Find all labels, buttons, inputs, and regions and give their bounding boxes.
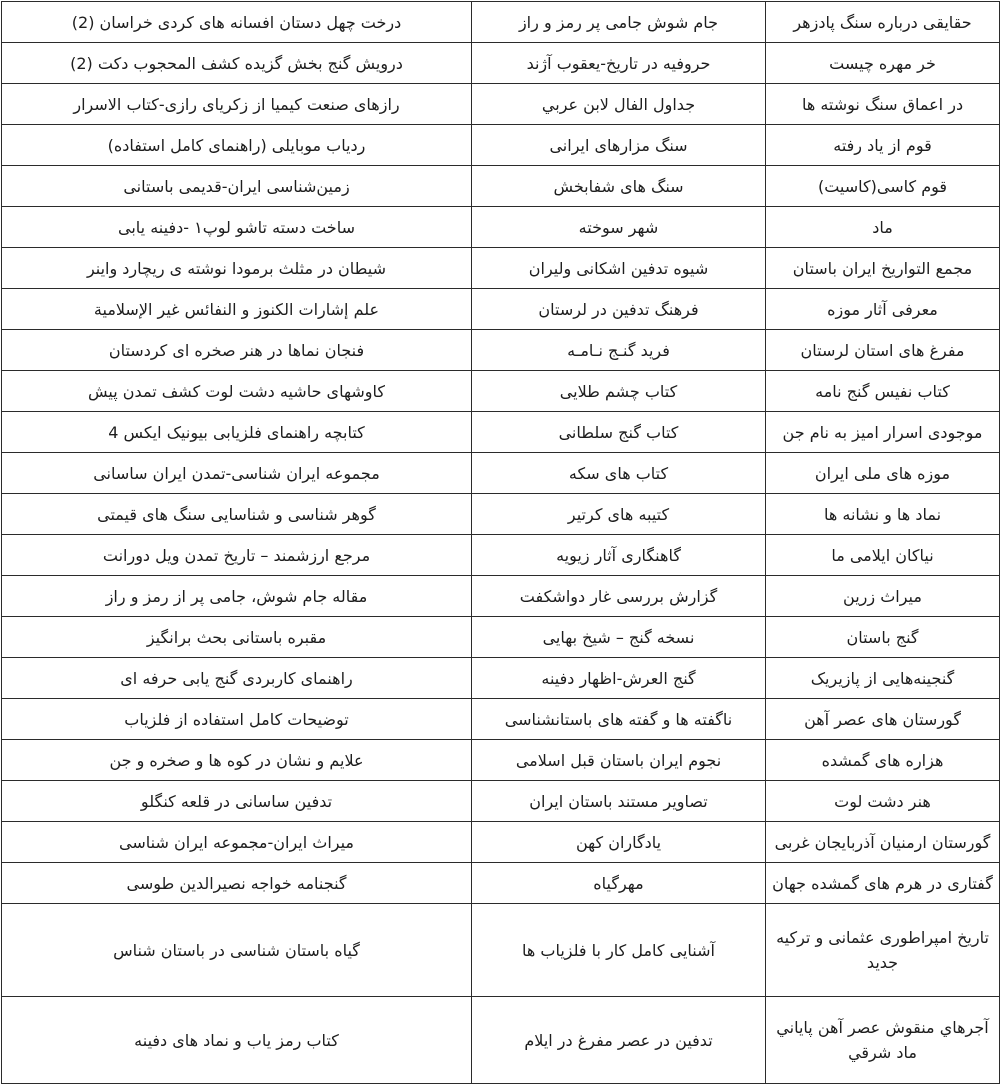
table-row bbox=[2, 43, 1000, 84]
table-cell: سنگ های شفابخش bbox=[472, 166, 766, 207]
table-row bbox=[2, 576, 1000, 617]
table-row bbox=[2, 412, 1000, 453]
table-cell: تدفین در عصر مفرغ در ایلام bbox=[472, 997, 766, 1084]
table-row bbox=[2, 699, 1000, 740]
table-cell: نماد ها و نشانه ها bbox=[766, 494, 1000, 535]
table-cell: ماد bbox=[766, 207, 1000, 248]
table-cell: نیاکان ایلامی ما bbox=[766, 535, 1000, 576]
table-cell: کتاب رمز یاب و نماد های دفینه bbox=[2, 997, 472, 1084]
table-cell: شهر سوخته bbox=[472, 207, 766, 248]
table-cell: گورستان های عصر آهن bbox=[766, 699, 1000, 740]
table-cell: تصاویر مستند باستان ایران bbox=[472, 781, 766, 822]
table-cell: نسخه گنج – شیخ بهایی bbox=[472, 617, 766, 658]
table-cell: گنجینه‌هایی از پازیریک bbox=[766, 658, 1000, 699]
table-cell: میراث ایران-مجموعه ایران شناسی bbox=[2, 822, 472, 863]
table-cell: گفتاری در هرم های گمشده جهان bbox=[766, 863, 1000, 904]
table-row bbox=[2, 904, 1000, 997]
table-cell: مجمع التواريخ ايران باستان bbox=[766, 248, 1000, 289]
table-cell: کتاب های سکه bbox=[472, 453, 766, 494]
table-cell: گیاه باستان شناسی در باستان شناس bbox=[2, 904, 472, 997]
table-row bbox=[2, 658, 1000, 699]
table-row bbox=[2, 822, 1000, 863]
table-row bbox=[2, 84, 1000, 125]
table-cell: گنج باستان bbox=[766, 617, 1000, 658]
table-cell: فرهنگ تدفین در لرستان bbox=[472, 289, 766, 330]
table-cell: تدفین ساسانی در قلعه کنگلو bbox=[2, 781, 472, 822]
table-cell: در اعماق سنگ نوشته ها bbox=[766, 84, 1000, 125]
table-cell: حقایقی درباره سنگ پادزهر bbox=[766, 2, 1000, 43]
table-row bbox=[2, 453, 1000, 494]
table-cell: هزاره های گمشده bbox=[766, 740, 1000, 781]
table-cell: ردیاب موبایلی (راهنمای کامل استفاده) bbox=[2, 125, 472, 166]
table-cell: کتیبه های کرتیر bbox=[472, 494, 766, 535]
table-cell: گنج العرش-اظهار دفینه bbox=[472, 658, 766, 699]
table-cell: شیطان در مثلث برمودا نوشته ی ریچارد واینر bbox=[2, 248, 472, 289]
table-cell: موزه های ملی ایران bbox=[766, 453, 1000, 494]
book-titles-table bbox=[1, 1, 1000, 1084]
table-cell: معرفی آثار موزه bbox=[766, 289, 1000, 330]
table-cell: خر مهره چیست bbox=[766, 43, 1000, 84]
table-cell: یادگاران کهن bbox=[472, 822, 766, 863]
table-row bbox=[2, 371, 1000, 412]
table-cell: جداول الفال لابن عربي bbox=[472, 84, 766, 125]
table-cell: نجوم ایران باستان قبل اسلامی bbox=[472, 740, 766, 781]
table-cell: ساخت دسته تاشو لوپ۱ -دفینه یابی bbox=[2, 207, 472, 248]
table-cell: فرید گنـج نـامـه bbox=[472, 330, 766, 371]
table-cell: سنگ مزارهای ایرانی bbox=[472, 125, 766, 166]
table-cell: کتاب چشم طلایی bbox=[472, 371, 766, 412]
table-body bbox=[2, 2, 1000, 1084]
table-row bbox=[2, 997, 1000, 1084]
table-cell: درویش گنج بخش گزیده کشف المحجوب دکت (2) bbox=[2, 43, 472, 84]
table-cell: توضیحات کامل استفاده از فلزیاب bbox=[2, 699, 472, 740]
table-cell: کتاب نفیس گنج نامه bbox=[766, 371, 1000, 412]
table-cell: زمین‌شناسی ایران-قدیمی باستانی bbox=[2, 166, 472, 207]
table-cell: ناگفته ها و گفته های باستانشناسی bbox=[472, 699, 766, 740]
table-cell: قوم کاسی(کاسیت) bbox=[766, 166, 1000, 207]
table-cell: آجرهاي منقوش عصر آهن پاياني ماد شرقي bbox=[766, 997, 1000, 1084]
table-cell: تاریخ امپراطوری عثمانی و ترکیه جدید bbox=[766, 904, 1000, 997]
table-cell: راهنمای کاربردی گنج یابی حرفه ای bbox=[2, 658, 472, 699]
table-row bbox=[2, 617, 1000, 658]
table-cell: حروفیه در تاریخ-یعقوب آژند bbox=[472, 43, 766, 84]
table-cell: هنر دشت لوت bbox=[766, 781, 1000, 822]
table-row bbox=[2, 2, 1000, 43]
table-cell: شیوه تدفین اشکانی ولیران bbox=[472, 248, 766, 289]
table-cell: گورستان ارمنیان آذربایجان غربی bbox=[766, 822, 1000, 863]
table-row bbox=[2, 740, 1000, 781]
table-cell: رازهای صنعت کیمیا از زکریای رازی-کتاب الاسرار bbox=[2, 84, 472, 125]
table-row bbox=[2, 494, 1000, 535]
table-cell: جام شوش جامی پر رمز و راز bbox=[472, 2, 766, 43]
table-row bbox=[2, 535, 1000, 576]
table-cell: گاهنگاری آثار زیویه bbox=[472, 535, 766, 576]
table-cell: علایم و نشان در کوه ها و صخره و جن bbox=[2, 740, 472, 781]
table-cell: کاوشهای حاشیه دشت لوت کشف تمدن پیش bbox=[2, 371, 472, 412]
table-cell: مجموعه ایران شناسی-تمدن ایران ساسانی bbox=[2, 453, 472, 494]
table-cell: کتاب گنج سلطانی bbox=[472, 412, 766, 453]
table-row bbox=[2, 248, 1000, 289]
table-row bbox=[2, 207, 1000, 248]
table-row bbox=[2, 125, 1000, 166]
table-cell: میراث زرین bbox=[766, 576, 1000, 617]
table-cell: آشنایی کامل کار با فلزیاب ها bbox=[472, 904, 766, 997]
table-row bbox=[2, 289, 1000, 330]
table-row bbox=[2, 166, 1000, 207]
table-cell: مقبره باستانی بحث برانگیز bbox=[2, 617, 472, 658]
table-cell: گوهر شناسی و شناسایی سنگ های قیمتی bbox=[2, 494, 472, 535]
table-cell: علم إشارات الكنوز و النفائس غير الإسلامية bbox=[2, 289, 472, 330]
table-cell: مقاله جام شوش، جامی پر از رمز و راز bbox=[2, 576, 472, 617]
table-cell: مهرگیاه bbox=[472, 863, 766, 904]
table-cell: مفرغ های استان لرستان bbox=[766, 330, 1000, 371]
table-cell: فنجان نماها در هنر صخره ای کردستان bbox=[2, 330, 472, 371]
table-cell: قوم از یاد رفته bbox=[766, 125, 1000, 166]
table-cell: مرجع ارزشمند – تاریخ تمدن ویل دورانت bbox=[2, 535, 472, 576]
table-cell: موجودی اسرار امیز به نام جن bbox=[766, 412, 1000, 453]
table-row bbox=[2, 330, 1000, 371]
table-cell: گزارش بررسی غار دواشکفت bbox=[472, 576, 766, 617]
table-row bbox=[2, 781, 1000, 822]
table-row bbox=[2, 863, 1000, 904]
table-cell: درخت چهل دستان افسانه های کردی خراسان (2) bbox=[2, 2, 472, 43]
table-cell: گنجنامه خواجه نصیرالدین طوسی bbox=[2, 863, 472, 904]
table-cell: کتابچه راهنمای فلزیابی بیونیک ایکس 4 bbox=[2, 412, 472, 453]
